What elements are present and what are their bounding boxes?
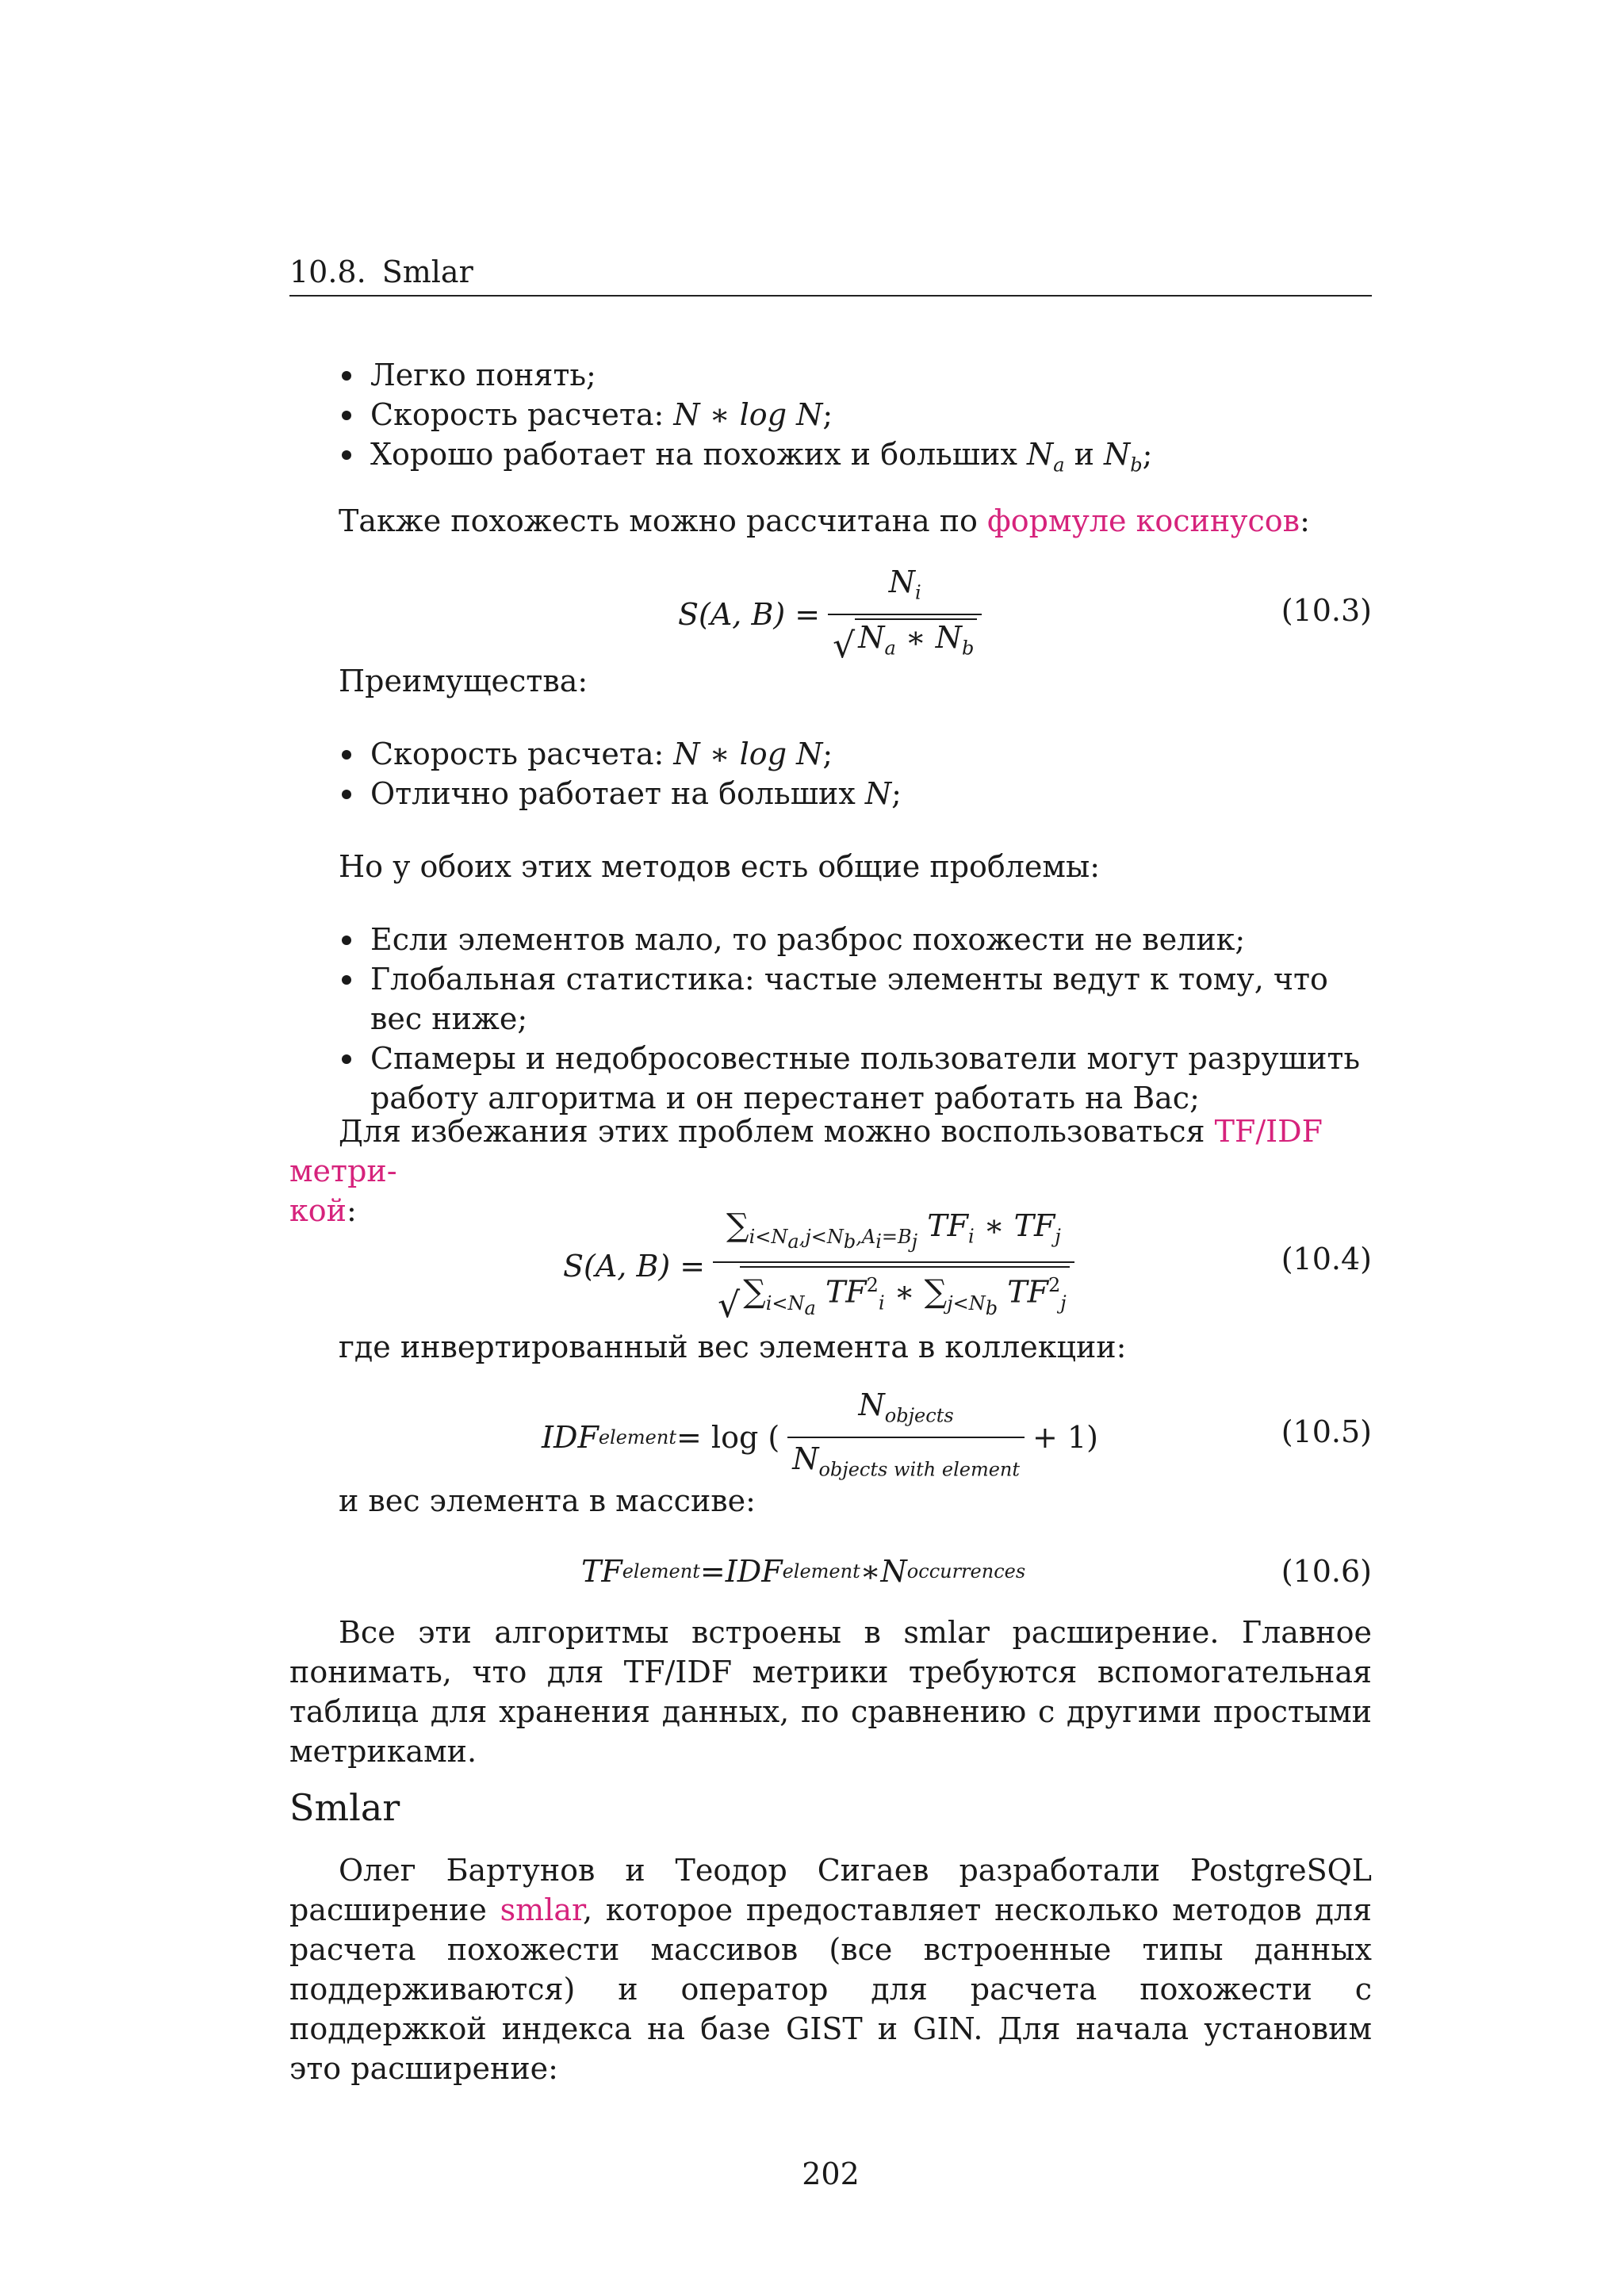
equation-label: (10.4)	[1281, 1242, 1372, 1276]
equation-10-4: S(A, B) = $\sum_{i<N_a,j<N_b,A_i=B_j}$ $TF_i$ ∗ $TF_j$ √ $\sum_{i<N_a}$ $TF^2_i$ ∗ $\sum_{j<N_b}$ $TF^2_j$ (10.4)	[563, 1207, 1372, 1326]
list-item: Спамеры и недобросовестные пользователи могут разрушить работу алгоритма и он перестанет работать на Вас;	[339, 1039, 1372, 1118]
bullet-list-properties	[289, 355, 1372, 485]
equation-label: (10.3)	[1281, 593, 1372, 628]
list-item: Скорость расчета: N ∗ log N;	[339, 395, 1372, 434]
paragraph-smlar-intro: Олег Бартунов и Теодор Сигаев разработали PostgreSQL расширение smlar, которое предоставляет несколько методов для расчета похожести массивов (все встроенные типы данных поддерживаются) и оператор для расчета похожести с поддержкой индекса на базе GIST и GIN. Для начала установим это расширение:	[289, 1853, 1372, 2086]
equation-10-6: TF element = IDF element ∗ N occurrences (10.6)	[581, 1554, 1372, 1589]
list-item: Скорость расчета: N ∗ log N;	[339, 734, 1372, 774]
list-item: Хорошо работает на похожих и больших $N_a$ и $N_b$;	[339, 434, 1372, 485]
equation-10-5: IDF element = log ( $\frac{N_{objects}}{N_{objects with element}}$ + 1) (10.5)	[289, 1387, 1372, 1483]
equation-10-3: S(A, B) = $N_i$ √ $N_a$ ∗ $N_b$ (10.3)	[678, 564, 1372, 667]
link-tfidf[interactable]: TF/IDF метри- кой	[289, 1114, 1323, 1228]
list-item: Глобальная статистика: частые элементы ведут к тому, что вес ниже;	[339, 959, 1372, 1039]
header-section-number: 10.8.	[289, 254, 366, 289]
equation-label: (10.6)	[1281, 1554, 1372, 1589]
paragraph-problems: Но у обоих этих методов есть общие проблемы:	[339, 849, 1101, 884]
list-item: Отлично работает на больших N;	[339, 774, 1372, 813]
link-smlar[interactable]: smlar	[500, 1892, 584, 1927]
paragraph-summary: Все эти алгоритмы встроены в smlar расширение. Главное понимать, что для TF/IDF метрики требуются вспомогательная таблица для хранения данных, по сравнению с другими простыми метриками.	[289, 1615, 1372, 1769]
advantages-label: Преимущества:	[339, 664, 588, 698]
paragraph-tf: и вес элемента в массиве:	[339, 1483, 756, 1518]
link-cosine-formula[interactable]: формуле косинусов	[987, 503, 1300, 538]
document-page	[289, 0, 1372, 2296]
bullet-list-advantages	[289, 734, 1372, 813]
paragraph-tfidf: Для избежания этих проблем можно воспользоваться TF/IDF метри- кой:	[289, 1114, 1323, 1228]
header-section-title: Smlar	[381, 254, 473, 289]
equation-label: (10.5)	[1281, 1414, 1372, 1449]
paragraph-idf: где инвертированный вес элемента в коллекции:	[339, 1330, 1127, 1364]
running-header	[289, 252, 1372, 297]
section-title: Smlar	[289, 1786, 400, 1829]
page-number: 202	[802, 2156, 860, 2191]
paragraph-cosine: Также похожесть можно рассчитана по формуле косинусов:	[339, 503, 1310, 538]
list-item: Если элементов мало, то разброс похожести не велик;	[339, 920, 1372, 959]
list-item: Легко понять;	[339, 355, 1372, 395]
bullet-list-problems	[289, 920, 1372, 1118]
